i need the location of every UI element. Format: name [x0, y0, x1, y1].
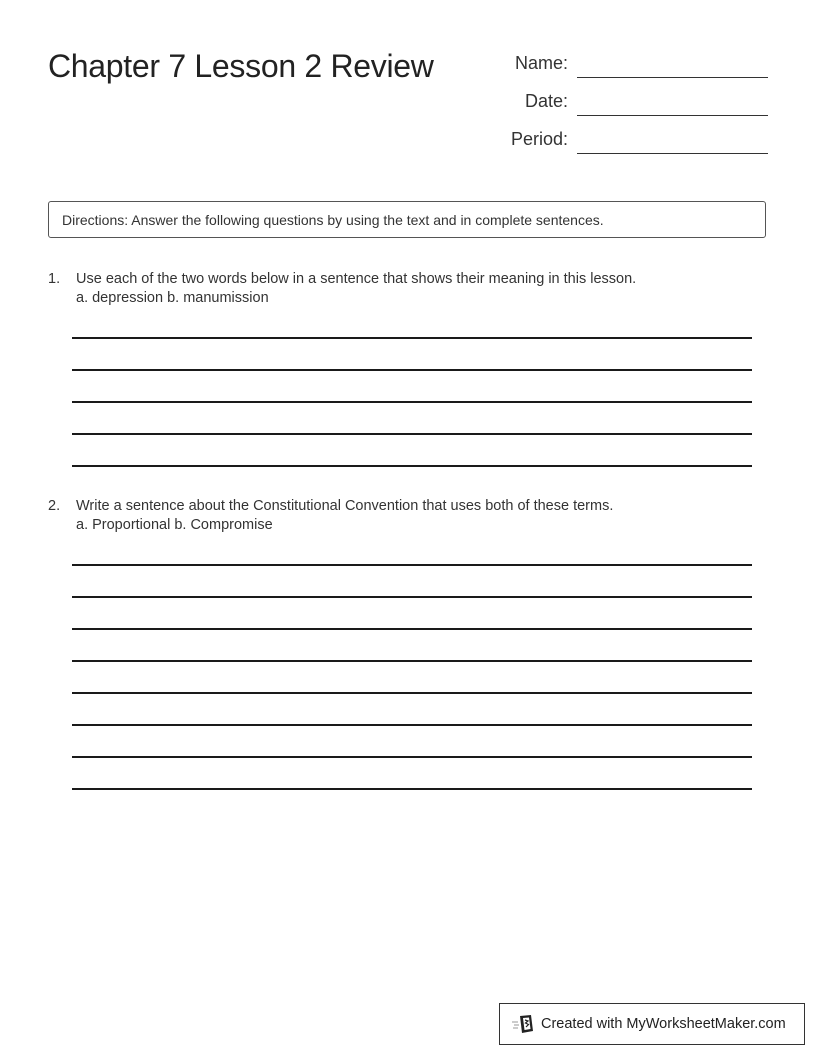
- name-label: Name:: [514, 53, 568, 73]
- date-input-line[interactable]: [577, 115, 768, 116]
- answer-line[interactable]: [72, 564, 752, 566]
- footer-text: Created with MyWorksheetMaker.com: [541, 1016, 786, 1032]
- name-field[interactable]: [490, 48, 768, 78]
- name-input-line[interactable]: [577, 77, 768, 78]
- answer-line[interactable]: [72, 401, 752, 403]
- answer-line[interactable]: [72, 369, 752, 371]
- page-title: Chapter 7 Lesson 2 Review: [48, 48, 434, 84]
- answer-line[interactable]: [72, 628, 752, 630]
- worksheet-logo-icon: [511, 1014, 535, 1034]
- question-number: 2.: [48, 498, 61, 514]
- answer-line[interactable]: [72, 337, 752, 339]
- directions-box: [48, 201, 766, 238]
- answer-line[interactable]: [72, 596, 752, 598]
- answer-line[interactable]: [72, 692, 752, 694]
- answer-line[interactable]: [72, 660, 752, 662]
- question-terms: a. depression b. manumission: [76, 290, 269, 306]
- answer-line[interactable]: [72, 724, 752, 726]
- date-field[interactable]: [490, 86, 768, 116]
- question-text: Use each of the two words below in a sentence that shows their meaning in this lesson.: [76, 271, 637, 287]
- answer-line[interactable]: [72, 756, 752, 758]
- answer-line[interactable]: [72, 788, 752, 790]
- question-text: Write a sentence about the Constitutional Convention that uses both of these terms.: [76, 498, 614, 514]
- period-field[interactable]: [490, 124, 768, 154]
- period-label: Period:: [510, 129, 568, 149]
- question-number: 1.: [48, 271, 61, 287]
- date-label: Date:: [524, 91, 568, 111]
- directions-text: Directions: Answer the following questions by using the text and in complete sentences.: [62, 212, 604, 228]
- footer-credit[interactable]: [499, 1003, 805, 1045]
- period-input-line[interactable]: [577, 153, 768, 154]
- answer-line[interactable]: [72, 465, 752, 467]
- question-terms: a. Proportional b. Compromise: [76, 517, 273, 533]
- answer-line[interactable]: [72, 433, 752, 435]
